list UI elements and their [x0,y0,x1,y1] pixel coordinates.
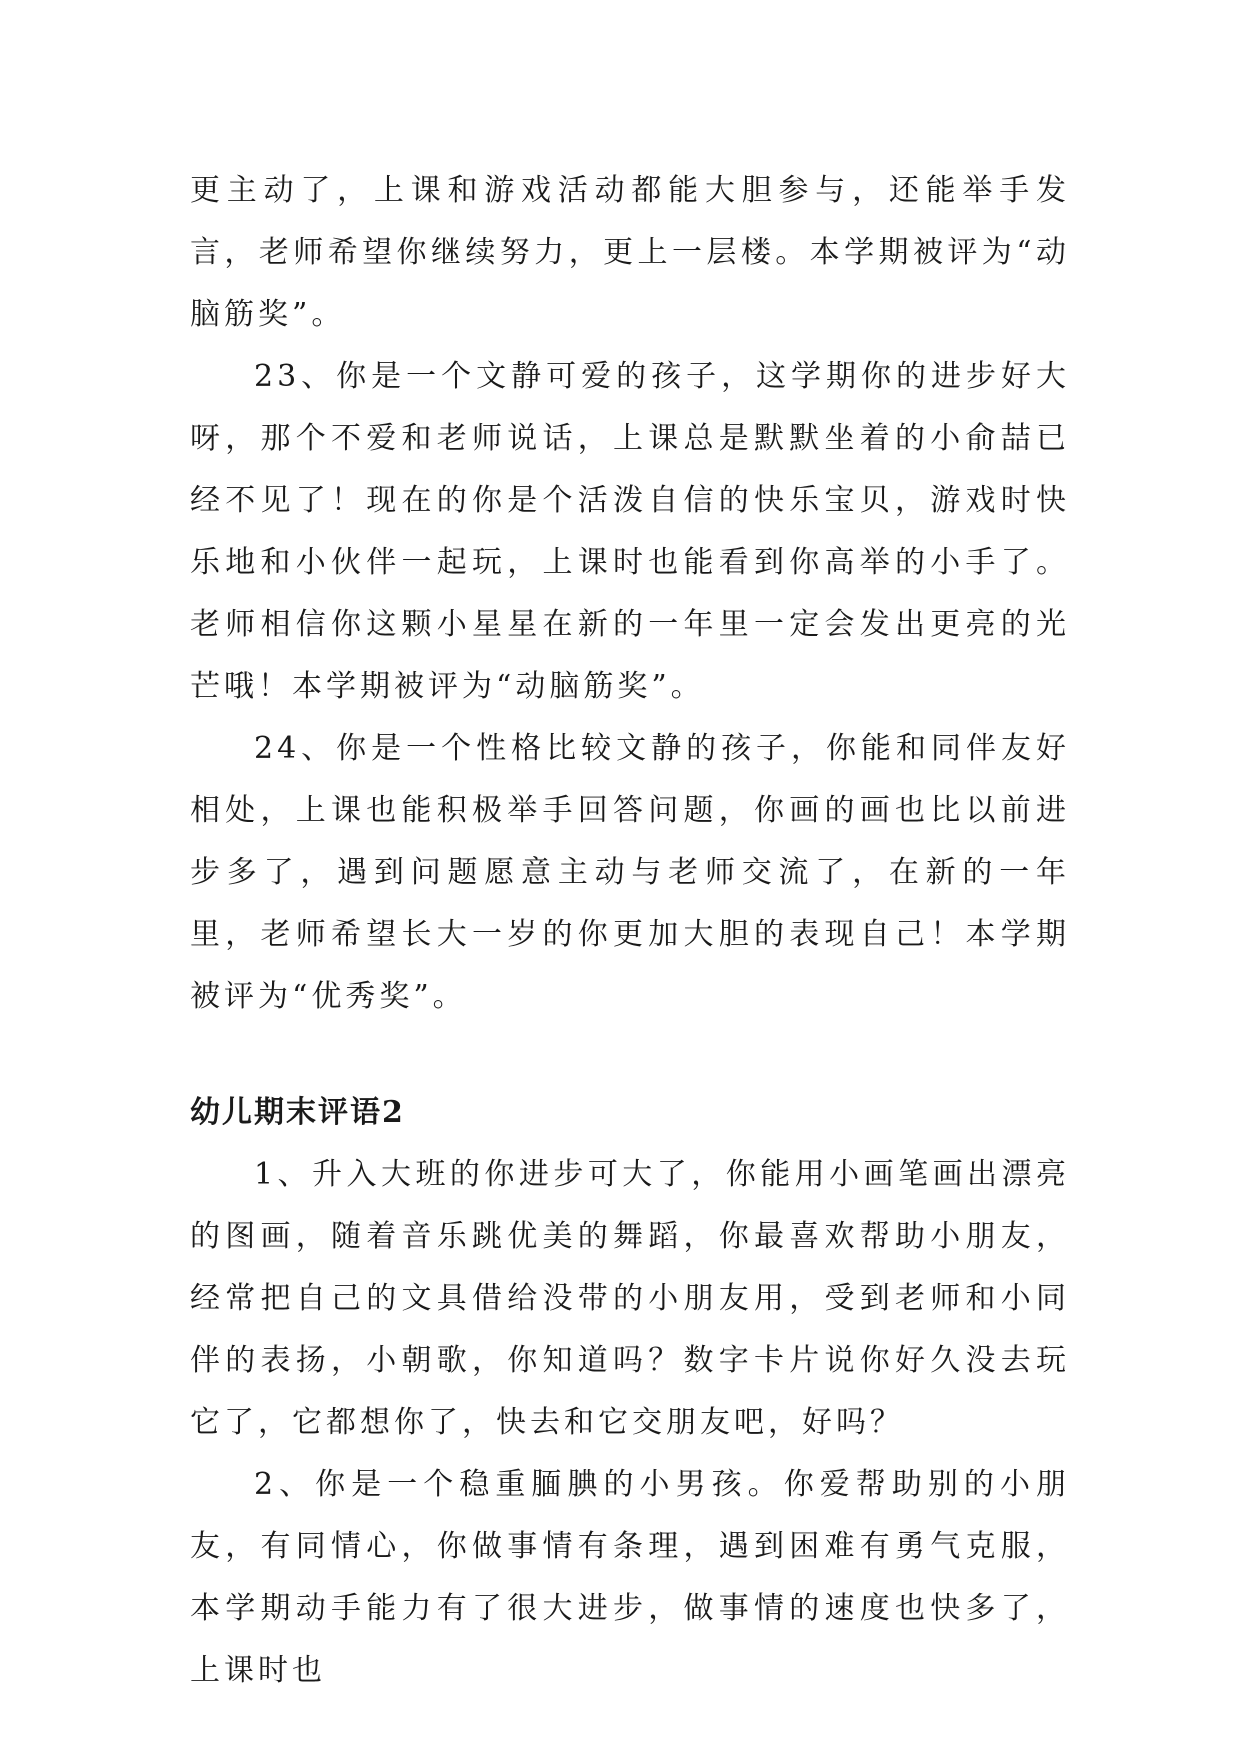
paragraph-item-1: 1、升入大班的你进步可大了，你能用小画笔画出漂亮的图画，随着音乐跳优美的舞蹈，你最喜欢帮助小朋友，经常把自己的文具借给没带的小朋友用，受到老师和小同伴的表扬，小朝歌，你知道吗？数字卡片说你好久没去玩它了，它都想你了，快去和它交朋友吧，好吗？ [190,1157,1070,1440]
paragraph-item-24: 24、你是一个性格比较文静的孩子，你能和同伴友好相处，上课也能积极举手回答问题，你画的画也比以前进步多了，遇到问题愿意主动与老师交流了，在新的一年里，老师希望长大一岁的你更加大胆的表现自己！本学期被评为“优秀奖”。 [190,731,1070,1014]
section-heading: 幼儿期末评语2 [190,1095,405,1130]
paragraph-item-2: 2、你是一个稳重腼腆的小男孩。你爱帮助别的小朋友，有同情心，你做事情有条理，遇到困难有勇气克服，本学期动手能力有了很大进步，做事情的速度也快多了，上课时也 [190,1467,1070,1688]
paragraph-continued: 更主动了，上课和游戏活动都能大胆参与，还能举手发言，老师希望你继续努力，更上一层楼。本学期被评为“动脑筋奖”。 [190,173,1070,332]
paragraph-item-23: 23、你是一个文静可爱的孩子，这学期你的进步好大呀，那个不爱和老师说话，上课总是默默坐着的小俞喆已经不见了！现在的你是个活泼自信的快乐宝贝，游戏时快乐地和小伙伴一起玩，上课时也能看到你高举的小手了。老师相信你这颗小星星在新的一年里一定会发出更亮的光芒哦！本学期被评为“动脑筋奖”。 [190,359,1070,704]
document-body [190,160,1070,1702]
